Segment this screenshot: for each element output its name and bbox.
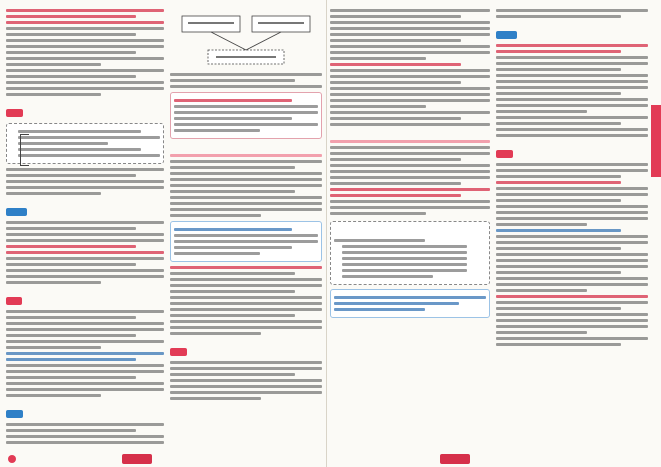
poem-title [334, 228, 486, 236]
bracket-box [6, 123, 164, 164]
section-tag [496, 31, 517, 39]
brand-logo [440, 454, 470, 464]
section-tag [496, 150, 513, 158]
column-3 [330, 6, 490, 445]
section-tag [6, 208, 27, 216]
poem-box [330, 221, 490, 285]
diagram-edge [211, 32, 246, 50]
node-text [216, 56, 276, 58]
bracket-mark [20, 134, 29, 166]
analysis-box [170, 92, 322, 139]
callout-box [330, 289, 490, 318]
node-text [258, 22, 304, 24]
node-text [188, 22, 234, 24]
column-1 [6, 6, 164, 445]
concept-diagram [178, 10, 314, 72]
page-fold [326, 0, 327, 467]
diagram-edge [246, 32, 281, 50]
brand-logo [122, 454, 152, 464]
side-tab [651, 105, 661, 177]
exercise-box [170, 221, 322, 262]
section-tag [6, 297, 22, 305]
section-title [330, 129, 490, 137]
section-tag [6, 410, 23, 418]
column-4 [496, 6, 648, 445]
section-title [170, 143, 322, 151]
section-tag [170, 348, 187, 356]
page-footer [0, 449, 661, 467]
section-tag [6, 109, 23, 117]
